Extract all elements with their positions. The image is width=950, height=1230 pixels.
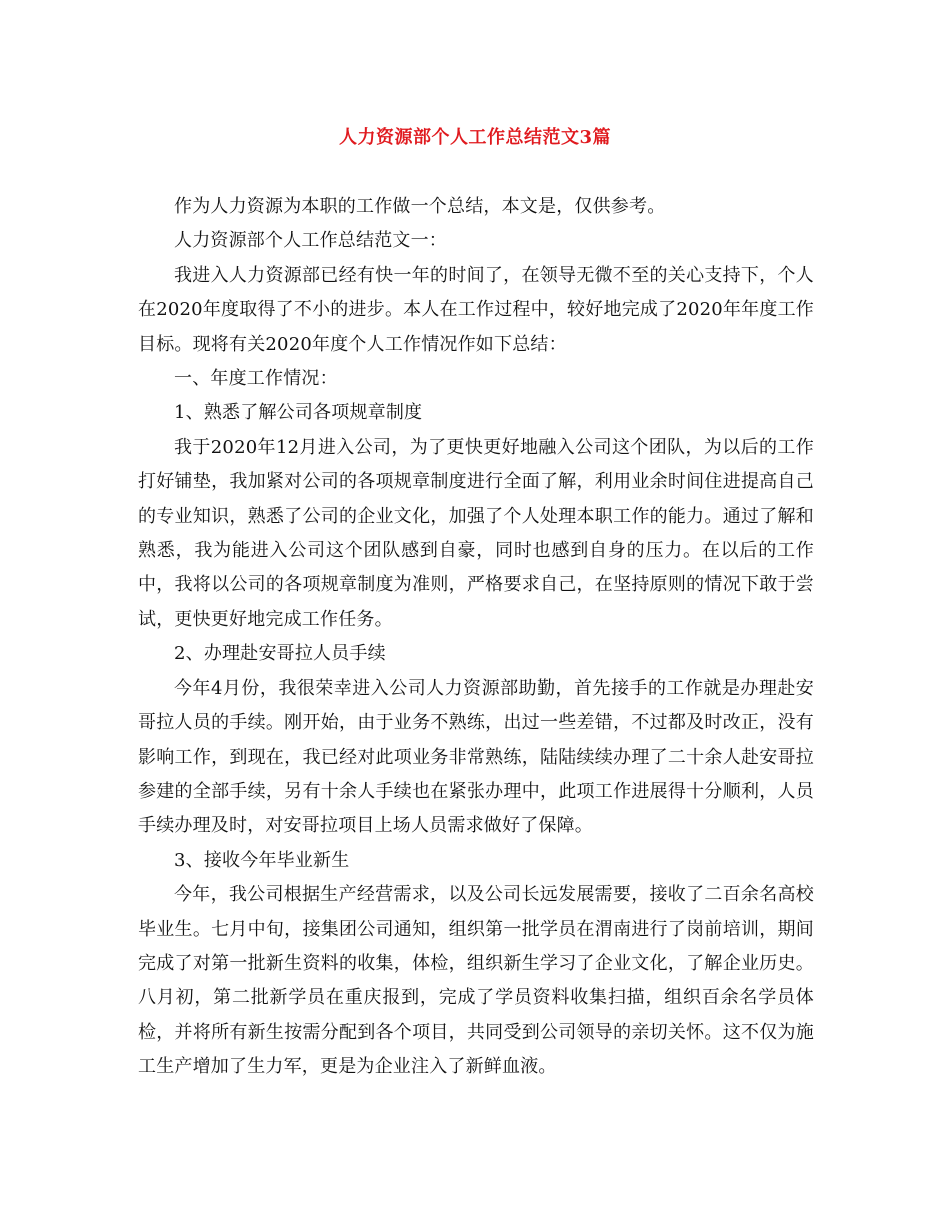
document-body [138,190,814,1085]
paragraph-heading-item-3: 3、接收今年毕业新生 [174,849,350,871]
paragraph-heading-item-1: 1、熟悉了解公司各项规章制度 [174,402,423,424]
paragraph-item-3-body: 今年，我公司根据生产经营需求，以及公司长远发展需要，接收了二百余名高校毕业生。七月中旬，接集团公司通知，组织第一批学员在渭南进行了岗前培训，期间完成了对第一批新生资料的收集，体检，组织新生学习了企业文化，了解企业历史。八月初，第二批新学员在重庆报到，完成了学员资料收集扫描，组织百余名学员体检，并将所有新生按需分配到各个项目，共同受到公司领导的亲切关怀。这不仅为施工生产增加了生力军，更是为企业注入了新鲜血液。 [138,884,814,1078]
paragraph-section-heading: 人力资源部个人工作总结范文一： [174,230,447,252]
paragraph-intro: 作为人力资源为本职的工作做一个总结，本文是，仅供参考。 [174,196,666,217]
document-title: 人力资源部个人工作总结范文3篇 [338,127,612,148]
paragraph-overview: 我进入人力资源部已经有快一年的时间了，在领导无微不至的关心支持下，个人在2020年度取得了不小的进步。本人在工作过程中，较好地完成了2020年年度工作目标。现将有关2020年度个人工作情况作如下总结： [138,264,814,355]
paragraph-heading-item-2: 2、办理赴安哥拉人员手续 [174,643,386,665]
paragraph-item-1-body: 我于2020年12月进入公司，为了更快更好地融入公司这个团队，为以后的工作打好铺垫，我加紧对公司的各项规章制度进行全面了解，利用业余时间住进提高自己的专业知识，熟悉了公司的企业文化，加强了个人处理本职工作的能力。通过了解和熟悉，我为能进入公司这个团队感到自豪，同时也感到自身的压力。在以后的工作中，我将以公司的各项规章制度为准则，严格要求自己，在坚持原则的情况下敢于尝试，更快更好地完成工作任务。 [138,436,814,630]
paragraph-item-2-body: 今年4月份，我很荣幸进入公司人力资源部助勤，首先接手的工作就是办理赴安哥拉人员的手续。刚开始，由于业务不熟练，出过一些差错，不过都及时改正，没有影响工作，到现在，我已经对此项业务非常熟练，陆陆续续办理了二十余人赴安哥拉参建的全部手续，另有十余人手续也在紧张办理中，此项工作进展得十分顺利，人员手续办理及时，对安哥拉项目上场人员需求做好了保障。 [138,677,814,837]
paragraph-heading-annual-work: 一、年度工作情况： [174,368,338,390]
